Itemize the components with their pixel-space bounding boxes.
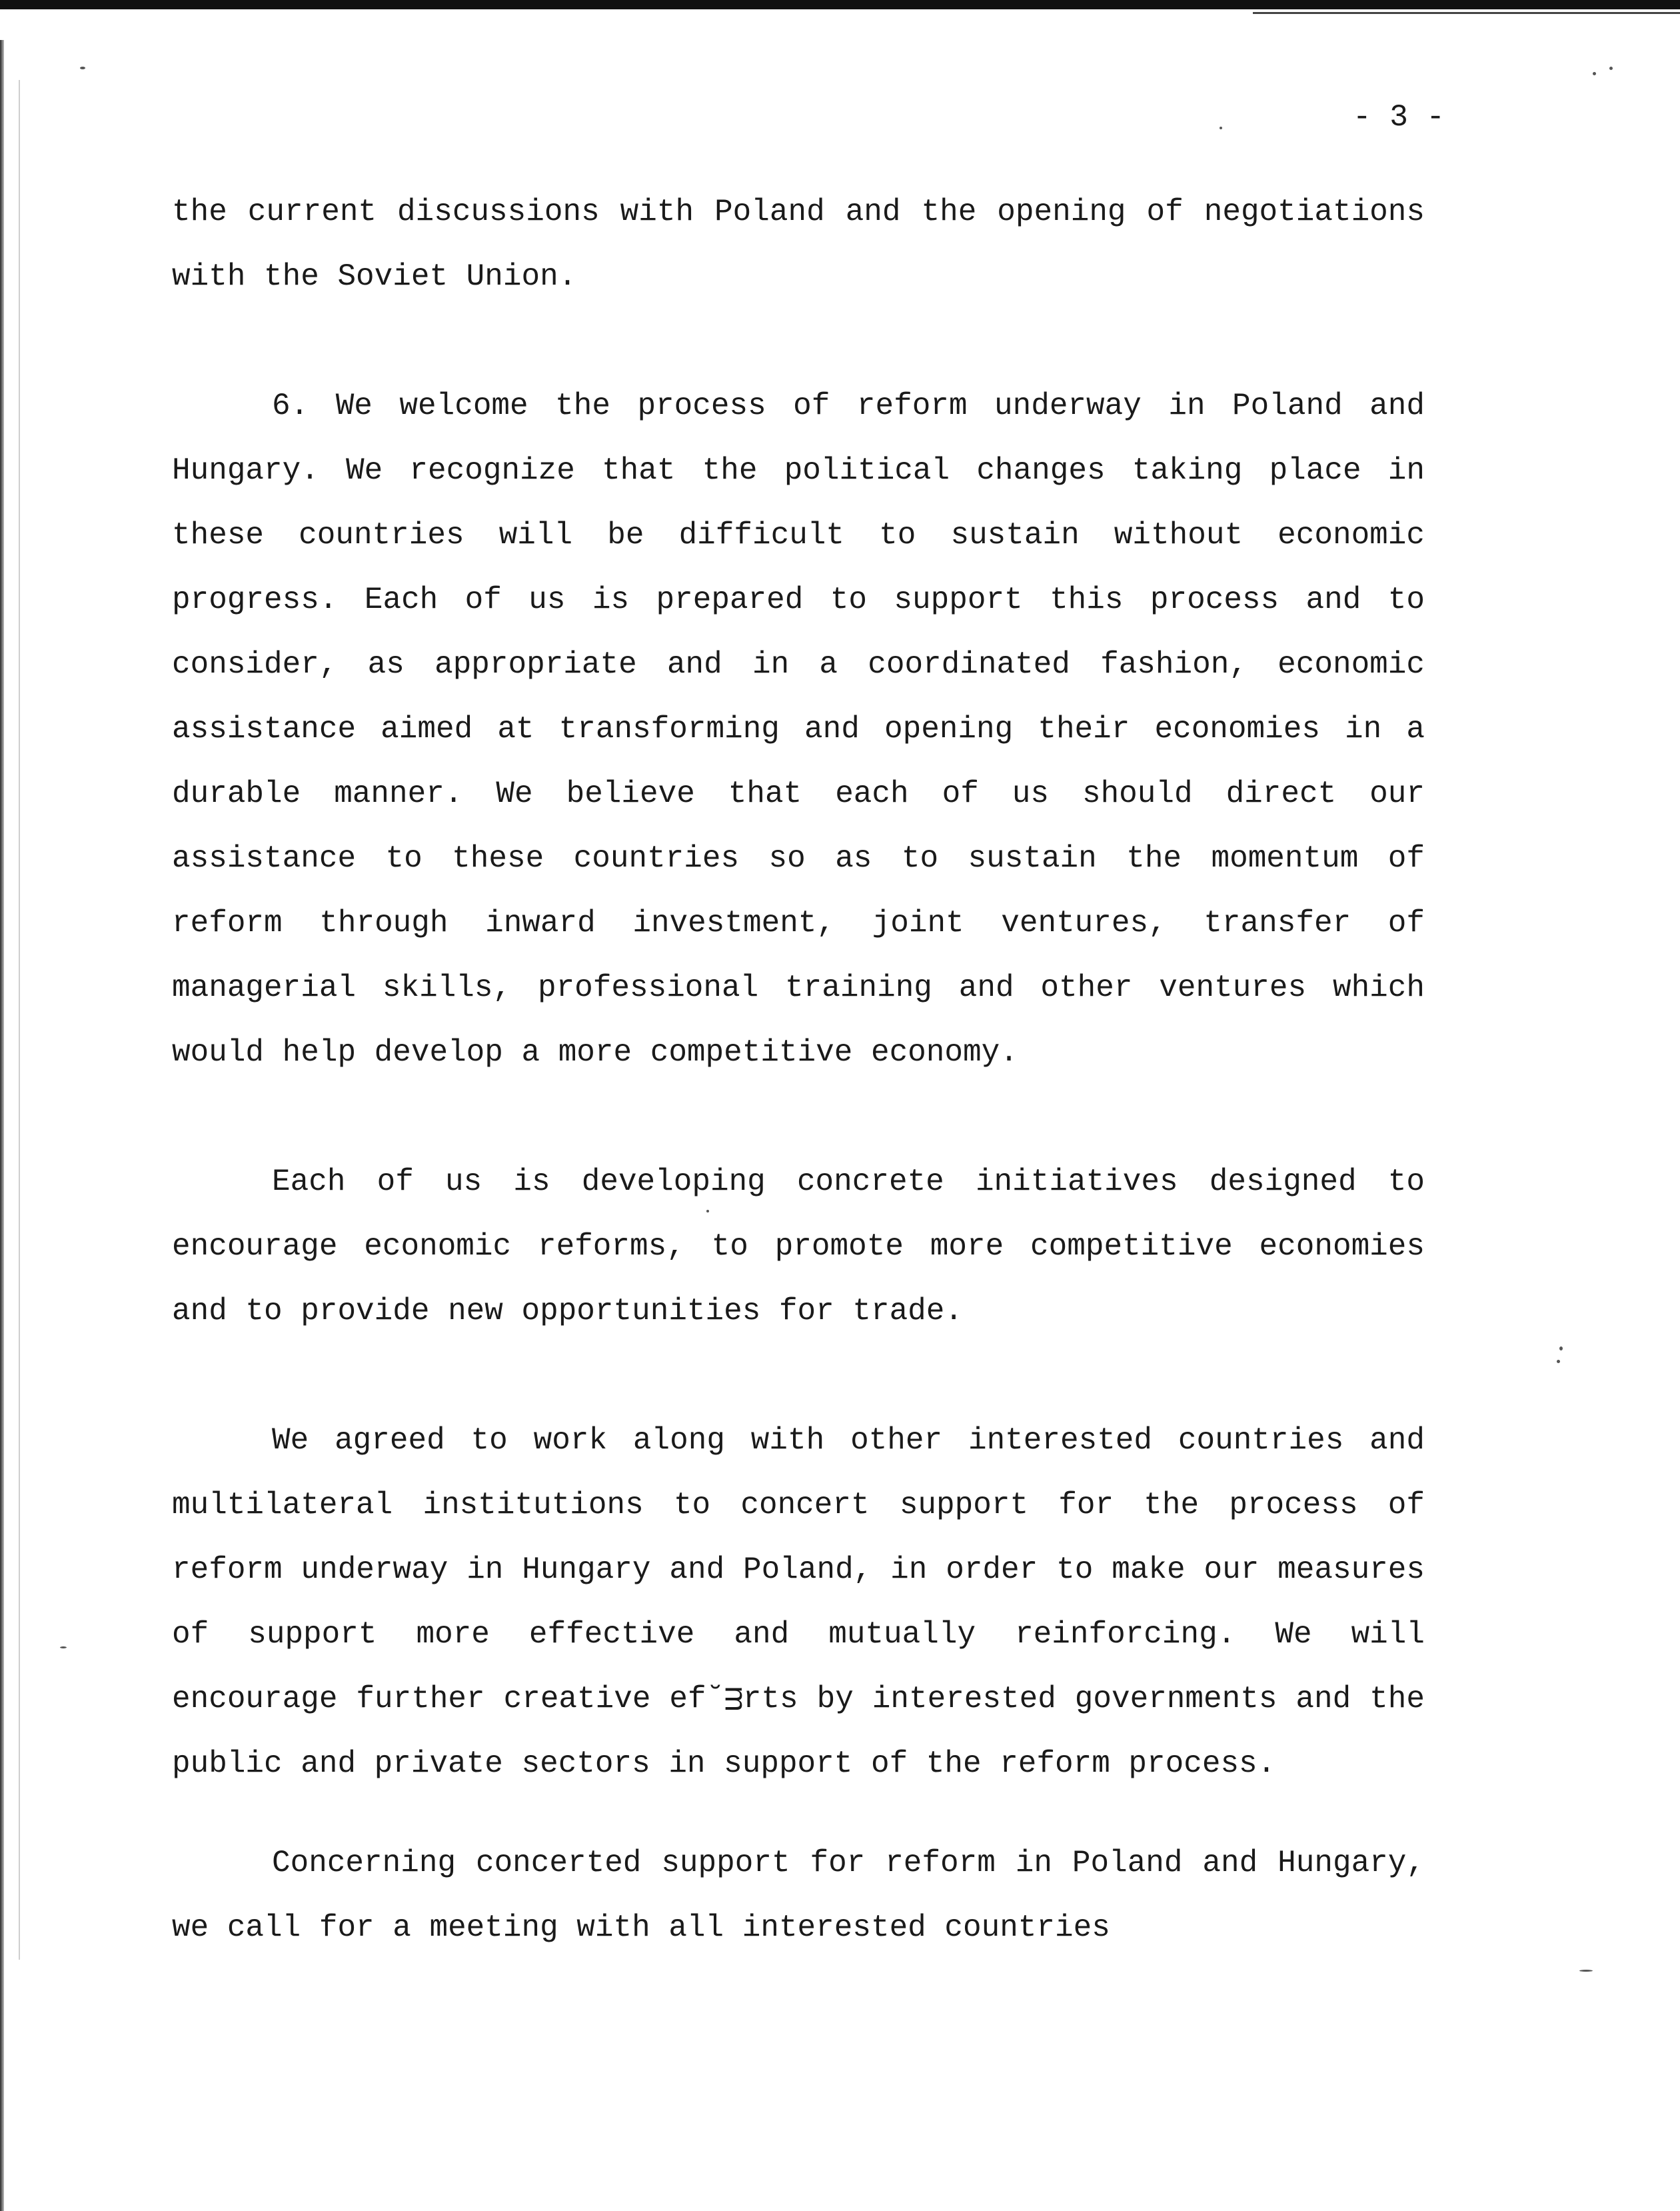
top-scan-border xyxy=(0,0,1680,9)
left-scan-line xyxy=(19,80,20,1960)
scan-speck xyxy=(1220,127,1222,129)
scan-speck xyxy=(60,1646,67,1648)
document-body xyxy=(172,180,1425,1960)
page-number: - 3 - xyxy=(1353,100,1445,135)
scan-speck xyxy=(1593,72,1596,75)
scan-speck xyxy=(1579,1970,1593,1972)
scan-speck xyxy=(1559,1346,1563,1350)
paragraph-meeting: Concerning concerted support for reform in Poland and Hungary, we call for a meeting with all interested countries xyxy=(172,1846,1425,1945)
left-scan-border xyxy=(0,40,4,2211)
paragraph-point-6: 6. We welcome the process of reform underway in Poland and Hungary. We recognize that the political changes taking place in these countries will be difficult to sustain without economic progress. Each of us is prepared to support this process and to consider, as appropriate and in a coordinated fashion, economic assistance aimed at transforming and opening their economies in a durable manner. We believe that each of us should direct our assistance to these countries so as to sustain the momentum of reform through inward investment, joint ventures, transfer of managerial skills, professional training and other ventures which would help develop a more competitive economy. xyxy=(172,389,1425,1070)
scan-speck xyxy=(706,1210,709,1212)
scan-speck xyxy=(1557,1360,1560,1363)
paragraph-initiatives: Each of us is developing concrete initiatives designed to encourage economic reforms, to promote more competitive economies and to provide new opportunities for trade. xyxy=(172,1164,1425,1328)
paragraph-cooperation: We agreed to work along with other interested countries and multilateral institutions to concert support for the process of reform underway in Hungary and Poland, in order to make our measures of support more effective and mutually reinforcing. We will encourage further creative ef˘ᴟrts by interested governments and the public and private sectors in support of the reform process. xyxy=(172,1423,1425,1781)
top-scan-line xyxy=(1253,12,1680,14)
scan-speck xyxy=(80,67,85,69)
scan-speck xyxy=(1609,67,1613,70)
paragraph-continuation: the current discussions with Poland and the opening of negotiations with the Soviet Union. xyxy=(172,195,1425,294)
